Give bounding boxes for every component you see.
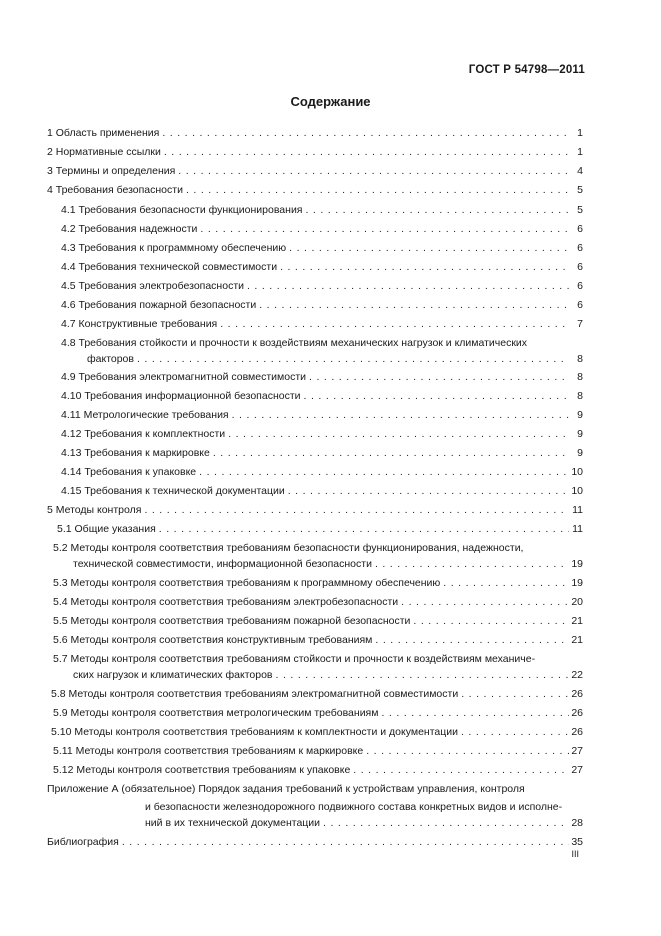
- toc-entry-page: 10: [571, 485, 583, 497]
- toc-entry-page: 11: [572, 504, 583, 516]
- leader-dots: [162, 127, 569, 140]
- toc-entry-page: 21: [571, 615, 583, 627]
- toc-entry-label: 5.5 Методы контроля соответствия требованиям пожарной безопасности: [53, 615, 411, 627]
- toc-entry[interactable]: [47, 504, 583, 517]
- leader-dots: [159, 523, 569, 536]
- leader-dots: [306, 204, 570, 217]
- toc-entry-page: 11: [572, 523, 583, 535]
- toc-entry[interactable]: [61, 371, 583, 384]
- toc-entry-label-cont: ских нагрузок и климатических факторов: [73, 669, 273, 681]
- toc-entry-page: 22: [571, 669, 583, 681]
- toc-entry[interactable]: [61, 447, 583, 460]
- toc-entry-label: 2 Нормативные ссылки: [47, 146, 161, 158]
- toc-entry[interactable]: [61, 223, 583, 236]
- toc-entry[interactable]: [47, 146, 583, 159]
- leader-dots: [375, 558, 569, 571]
- toc-entry[interactable]: [61, 337, 583, 366]
- leader-dots: [381, 707, 569, 720]
- toc-entry[interactable]: [61, 428, 583, 441]
- leader-dots: [200, 223, 569, 236]
- toc-entry-page: 1: [577, 127, 583, 139]
- leader-dots: [280, 261, 569, 274]
- toc-entry-page: 26: [571, 688, 583, 700]
- page-title: Содержание: [290, 94, 371, 109]
- toc-entry-label: 3 Термины и определения: [47, 165, 176, 177]
- leader-dots: [413, 615, 569, 628]
- toc-entry-label: 4.3 Требования к программному обеспечению: [61, 242, 287, 254]
- toc-entry[interactable]: [51, 726, 583, 739]
- toc-entry-label: 4.6 Требования пожарной безопасности: [61, 299, 257, 311]
- toc-entry-label: Приложение А (обязательное) Порядок задания требований к устройствам управления, контроля: [47, 783, 525, 795]
- leader-dots: [247, 280, 569, 293]
- toc-entry[interactable]: [47, 165, 583, 178]
- toc-entry-label: 5.2 Методы контроля соответствия требованиям безопасности функционирования, надежности,: [53, 542, 524, 554]
- toc-entry-page: 8: [577, 353, 583, 365]
- toc-entry-label: 4.8 Требования стойкости и прочности к воздействиям механических нагрузок и климатических: [61, 337, 528, 349]
- toc-entry-label: 5.10 Методы контроля соответствия требованиям к комплектности и документации: [51, 726, 458, 738]
- toc-entry-label: 5.12 Методы контроля соответствия требованиям к упаковке: [53, 764, 351, 776]
- toc-entry-page: 27: [571, 764, 583, 776]
- toc-entry-page: 9: [577, 409, 583, 421]
- leader-dots: [288, 485, 569, 498]
- toc-entry-page: 19: [571, 577, 583, 589]
- toc-entry[interactable]: [61, 485, 583, 498]
- toc-entry-page: 27: [571, 745, 583, 757]
- toc-entry-label: 5.11 Методы контроля соответствия требованиям к маркировке: [53, 745, 364, 757]
- toc-entry-page: 6: [577, 242, 583, 254]
- toc-entry[interactable]: [61, 409, 583, 422]
- toc-entry-page: 28: [571, 817, 583, 829]
- toc-entry-page: 8: [577, 390, 583, 402]
- toc-entry-label: 4.4 Требования технической совместимости: [61, 261, 278, 273]
- leader-dots: [323, 817, 569, 830]
- toc-entry[interactable]: [61, 261, 583, 274]
- leader-dots: [186, 184, 569, 197]
- leader-dots: [199, 466, 569, 479]
- toc-entry-page: 26: [571, 726, 583, 738]
- toc-entry-label-cont: технической совместимости, информационной безопасности: [73, 558, 372, 570]
- toc-entry-label: 4.14 Требования к упаковке: [61, 466, 197, 478]
- leader-dots: [144, 504, 569, 517]
- leader-dots: [232, 409, 569, 422]
- toc-entry[interactable]: [61, 299, 583, 312]
- toc-entry-page: 6: [577, 299, 583, 311]
- toc-entry-label: 4.13 Требования к маркировке: [61, 447, 210, 459]
- leader-dots: [228, 428, 569, 441]
- toc-entry-label: 4.11 Метрологические требования: [61, 409, 229, 421]
- toc-entry-label: 5.8 Методы контроля соответствия требованиям электромагнитной совместимости: [51, 688, 459, 700]
- toc-entry-label: 4.9 Требования электромагнитной совместимости: [61, 371, 307, 383]
- toc-entry-page: 6: [577, 223, 583, 235]
- toc-entry-page: 4: [577, 165, 583, 177]
- toc-entry[interactable]: [53, 764, 583, 777]
- leader-dots: [461, 688, 569, 701]
- toc-entry-page: 6: [577, 280, 583, 292]
- leader-dots: [122, 836, 569, 849]
- document-code: ГОСТ Р 54798—2011: [468, 64, 585, 76]
- leader-dots: [276, 669, 569, 682]
- toc-entry[interactable]: [53, 577, 583, 590]
- toc-entry[interactable]: [57, 523, 583, 536]
- toc-entry-page: 5: [577, 204, 583, 216]
- page-number: III: [571, 849, 579, 859]
- toc-entry-page: 1: [577, 146, 583, 158]
- toc-entry[interactable]: [53, 707, 583, 720]
- toc-entry-label: 4 Требования безопасности: [47, 184, 183, 196]
- leader-dots: [289, 242, 569, 255]
- toc-entry-page: 5: [577, 184, 583, 196]
- leader-dots: [213, 447, 569, 460]
- toc-entry[interactable]: [51, 688, 583, 701]
- toc-entry-label: 5.1 Общие указания: [57, 523, 156, 535]
- leader-dots: [461, 726, 569, 739]
- toc-entry-label: 5.3 Методы контроля соответствия требованиям к программному обеспечению: [53, 577, 441, 589]
- toc-entry[interactable]: [61, 242, 583, 255]
- toc-entry-label-cont: и безопасности железнодорожного подвижного состава конкретных видов и исполне-: [145, 801, 563, 813]
- toc-entry-page: 9: [577, 428, 583, 440]
- toc-entry-page: 9: [577, 447, 583, 459]
- toc-entry-label: 4.1 Требования безопасности функционирования: [61, 204, 303, 216]
- toc-entry[interactable]: [61, 466, 583, 479]
- toc-entry[interactable]: [47, 836, 583, 849]
- toc-entry[interactable]: [47, 184, 583, 197]
- toc-entry-label: 5.7 Методы контроля соответствия требованиям стойкости и прочности к воздействиям механиче-: [53, 653, 536, 665]
- toc-entry-label: 5 Методы контроля: [47, 504, 142, 516]
- toc-entry[interactable]: [61, 390, 583, 403]
- toc-entry-label: 4.2 Требования надежности: [61, 223, 198, 235]
- leader-dots: [401, 596, 569, 609]
- leader-dots: [178, 165, 569, 178]
- toc-entry[interactable]: [53, 653, 583, 682]
- toc-entry-label-cont: факторов: [87, 353, 134, 365]
- toc-entry-page: 19: [571, 558, 583, 570]
- leader-dots: [353, 764, 569, 777]
- toc-entry-label: 5.4 Методы контроля соответствия требованиям электробезопасности: [53, 596, 399, 608]
- toc-entry[interactable]: [53, 745, 583, 758]
- leader-dots: [375, 634, 569, 647]
- toc-entry[interactable]: [53, 634, 583, 647]
- toc-entry[interactable]: [53, 615, 583, 628]
- toc-entry[interactable]: [53, 596, 583, 609]
- leader-dots: [220, 318, 569, 331]
- toc-entry[interactable]: [61, 204, 583, 217]
- leader-dots: [309, 371, 569, 384]
- toc-entry-label: 4.5 Требования электробезопасности: [61, 280, 244, 292]
- leader-dots: [366, 745, 569, 758]
- toc-entry[interactable]: [47, 783, 583, 830]
- toc-entry-label: Библиография: [47, 836, 119, 848]
- toc-entry-label: 5.9 Методы контроля соответствия метрологическим требованиям: [53, 707, 379, 719]
- toc-entry-page: 6: [577, 261, 583, 273]
- toc-entry[interactable]: [61, 318, 583, 331]
- toc-entry-page: 8: [577, 371, 583, 383]
- leader-dots: [164, 146, 569, 159]
- toc-entry[interactable]: [53, 542, 583, 571]
- leader-dots: [259, 299, 569, 312]
- toc-entry-label: 4.12 Требования к комплектности: [61, 428, 226, 440]
- toc-entry-page: 10: [571, 466, 583, 478]
- toc-entry[interactable]: [47, 127, 583, 140]
- toc-entry-label: 1 Область применения: [47, 127, 160, 139]
- toc-entry-page: 26: [571, 707, 583, 719]
- toc-entry-page: 20: [571, 596, 583, 608]
- toc-entry-label: 4.10 Требования информационной безопасности: [61, 390, 301, 402]
- leader-dots: [443, 577, 569, 590]
- toc-entry-page: 21: [571, 634, 583, 646]
- toc-entry[interactable]: [61, 280, 583, 293]
- leader-dots: [137, 353, 569, 366]
- toc-entry-page: 7: [577, 318, 583, 330]
- toc-entry-label: 5.6 Методы контроля соответствия конструктивным требованиям: [53, 634, 373, 646]
- toc-entry-label: 4.7 Конструктивные требования: [61, 318, 218, 330]
- leader-dots: [304, 390, 569, 403]
- toc-entry-page: 35: [571, 836, 583, 848]
- toc-entry-label-cont: ний в их технической документации: [145, 817, 321, 829]
- toc-entry-label: 4.15 Требования к технической документации: [61, 485, 285, 497]
